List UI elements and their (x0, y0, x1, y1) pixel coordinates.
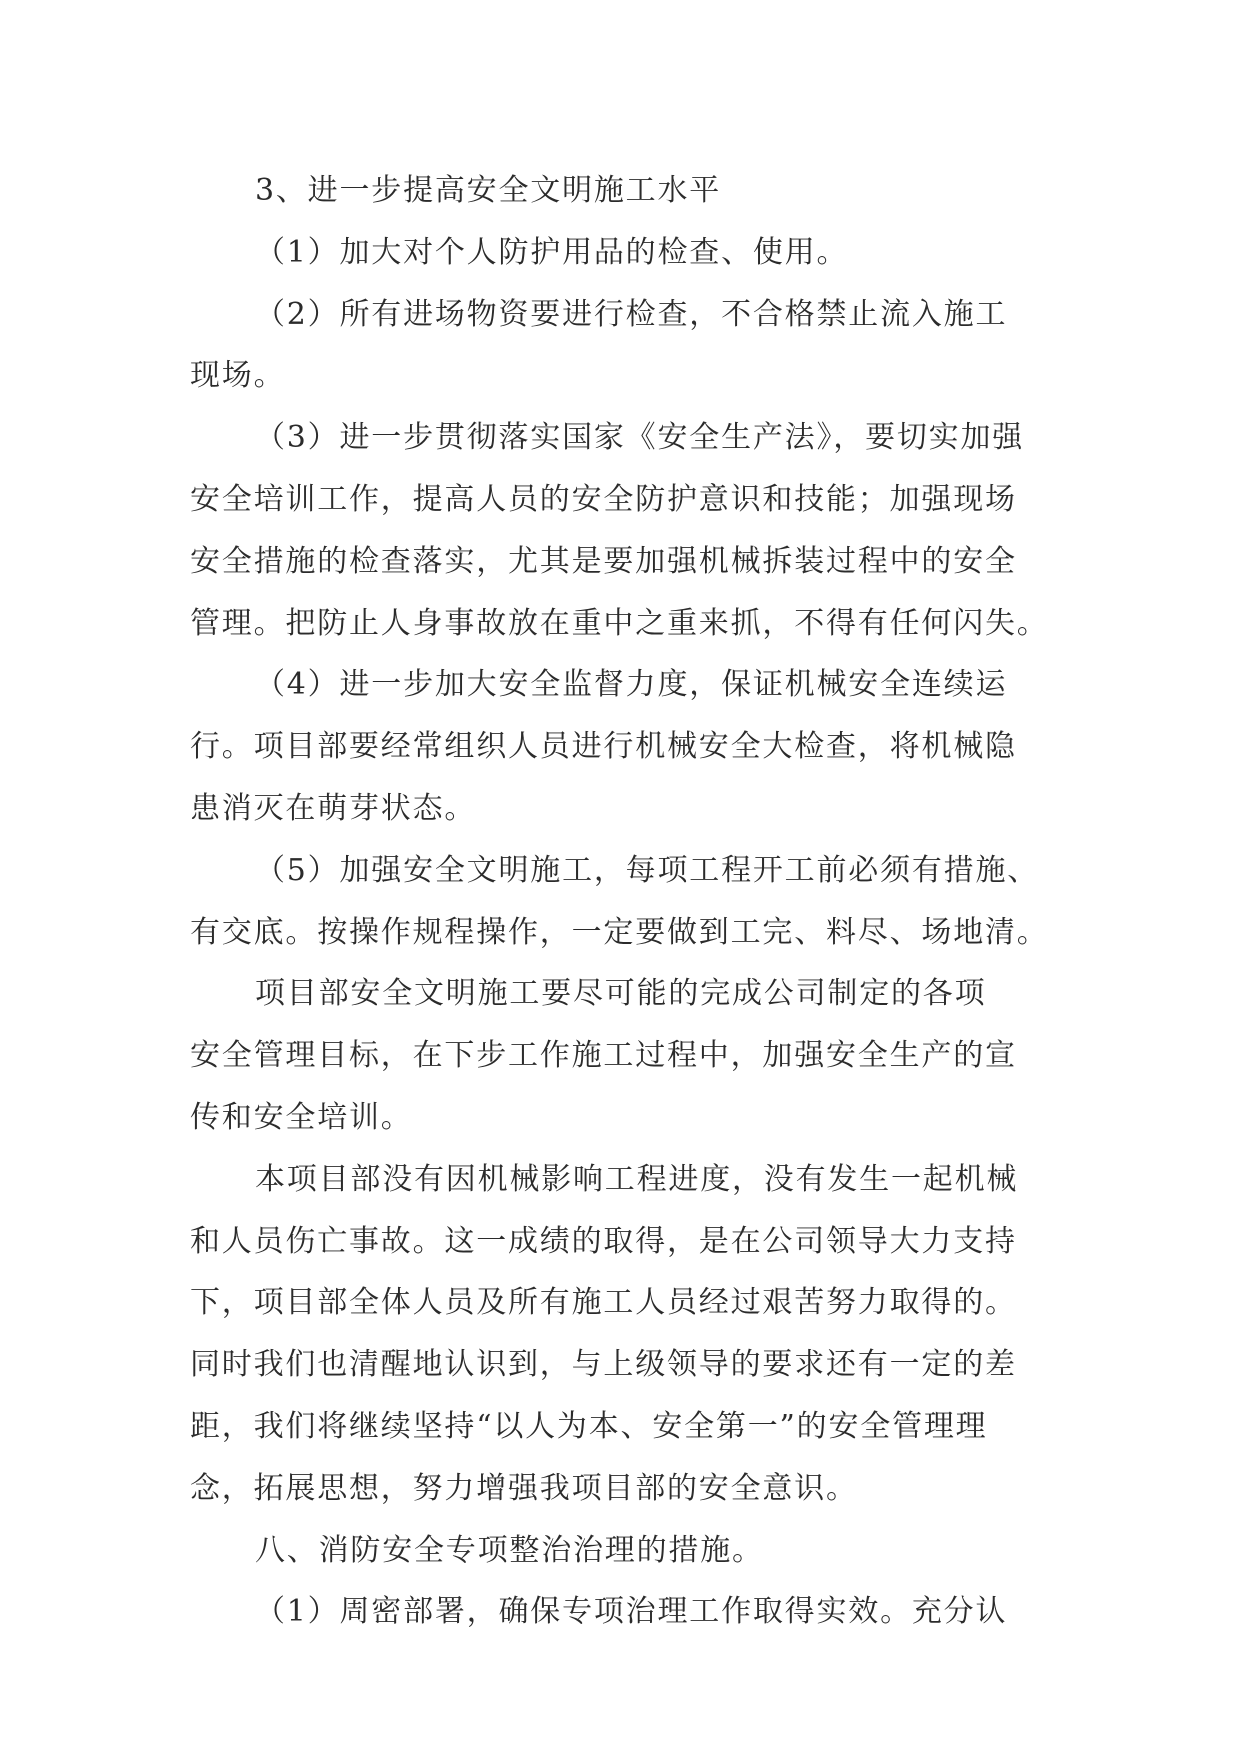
document-line: 项目部安全文明施工要尽可能的完成公司制定的各项 (255, 976, 987, 1012)
document-line: 管理。把防止人身事故放在重中之重来抓，不得有任何闪失。 (190, 605, 1049, 641)
document-line: 念，拓展思想，努力增强我项目部的安全意识。 (190, 1470, 858, 1506)
document-line: 患消灭在萌芽状态。 (190, 790, 477, 826)
document-line: （1）周密部署，确保专项治理工作取得实效。充分认 (255, 1594, 1008, 1630)
document-line: （1）加大对个人防护用品的检查、使用。 (255, 234, 849, 270)
document-line: 安全管理目标，在下步工作施工过程中，加强安全生产的宣 (190, 1038, 1017, 1074)
document-body (190, 160, 1050, 1643)
document-line: 传和安全培训。 (190, 1099, 413, 1135)
document-line: 距，我们将继续坚持“以人为本、安全第一”的安全管理理 (190, 1408, 988, 1444)
document-line: 安全措施的检查落实，尤其是要加强机械拆装过程中的安全 (190, 543, 1017, 579)
document-line: （2）所有进场物资要进行检查，不合格禁止流入施工 (255, 296, 1008, 332)
document-line: 下，项目部全体人员及所有施工人员经过艰苦努力取得的。 (190, 1285, 1017, 1321)
document-line: （5）加强安全文明施工，每项工程开工前必须有措施、 (255, 852, 1040, 888)
document-line: 同时我们也清醒地认识到，与上级领导的要求还有一定的差 (190, 1347, 1017, 1383)
document-line: 安全培训工作，提高人员的安全防护意识和技能；加强现场 (190, 481, 1017, 517)
document-line: 本项目部没有因机械影响工程进度，没有发生一起机械 (255, 1161, 1019, 1197)
document-line: 和人员伤亡事故。这一成绩的取得，是在公司领导大力支持 (190, 1223, 1017, 1259)
document-line: 3、进一步提高安全文明施工水平 (255, 173, 722, 208)
document-line: （3）进一步贯彻落实国家《安全生产法》，要切实加强 (255, 420, 1025, 456)
document-line: （4）进一步加大安全监督力度，保证机械安全连续运 (255, 667, 1008, 703)
document-line: 现场。 (190, 358, 286, 394)
document-line: 八、消防安全专项整治治理的措施。 (255, 1532, 764, 1568)
document-line: 有交底。按操作规程操作，一定要做到工完、料尽、场地清。 (190, 914, 1049, 950)
document-line: 行。项目部要经常组织人员进行机械安全大检查，将机械隐 (190, 729, 1017, 765)
